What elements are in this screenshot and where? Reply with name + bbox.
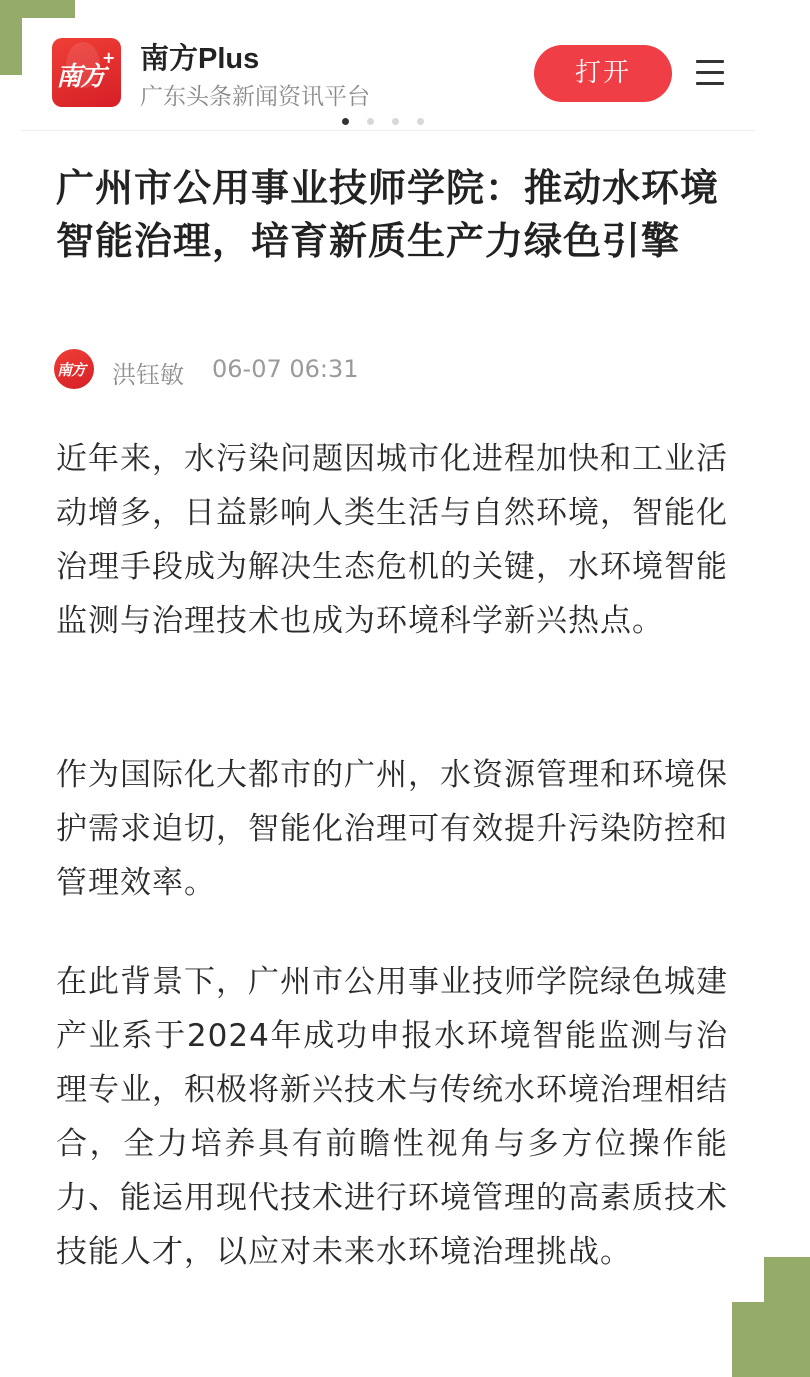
hamburger-menu-icon[interactable] (696, 58, 724, 86)
article-paragraph: 作为国际化大都市的广州，水资源管理和环境保护需求迫切，智能化治理可有效提升污染防控和管理效率。 (56, 757, 728, 901)
pager-dot[interactable] (392, 118, 399, 125)
pager-dot[interactable] (367, 118, 374, 125)
pager-dot[interactable] (417, 118, 424, 125)
banner-pager (342, 118, 432, 126)
app-name: 南方Plus (140, 43, 260, 75)
article-paragraph: 近年来，水污染问题因城市化进程加快和工业活动增多，日益影响人类生活与自然环境，智能化治理手段成为解决生态危机的关键，水环境智能监测与治理技术也成为环境科学新兴热点。 (56, 441, 728, 639)
avatar-logo-text: 南方 (57, 361, 86, 379)
author-avatar[interactable] (54, 349, 94, 389)
app-download-banner (22, 18, 754, 131)
logo-plus: + (102, 48, 116, 67)
app-logo-icon[interactable] (52, 38, 121, 107)
article-paragraph: 在此背景下，广州市公用事业技师学院绿色城建产业系于2024年成功申报水环境智能监测与治理专业，积极将新兴技术与传统水环境治理相结合，全力培养具有前瞻性视角与多方位操作能力、能运用现代技术进行环境管理的高素质技术技能人才，以应对未来水环境治理挑战。 (56, 964, 728, 1270)
open-app-button[interactable]: 打开 (534, 45, 672, 102)
author-name[interactable]: 洪钰敏 (112, 361, 184, 389)
publish-time: 06-07 06:31 (212, 355, 359, 383)
article-title: 广州市公用事业技师学院：推动水环境智能治理，培育新质生产力绿色引擎 (56, 166, 720, 263)
corner-frame-decoration (764, 1257, 810, 1377)
pager-dot[interactable] (342, 118, 349, 125)
logo-text: 南方 (56, 62, 105, 92)
app-slogan: 广东头条新闻资讯平台 (140, 84, 370, 110)
article-byline (54, 349, 554, 391)
corner-frame-decoration (0, 0, 22, 75)
